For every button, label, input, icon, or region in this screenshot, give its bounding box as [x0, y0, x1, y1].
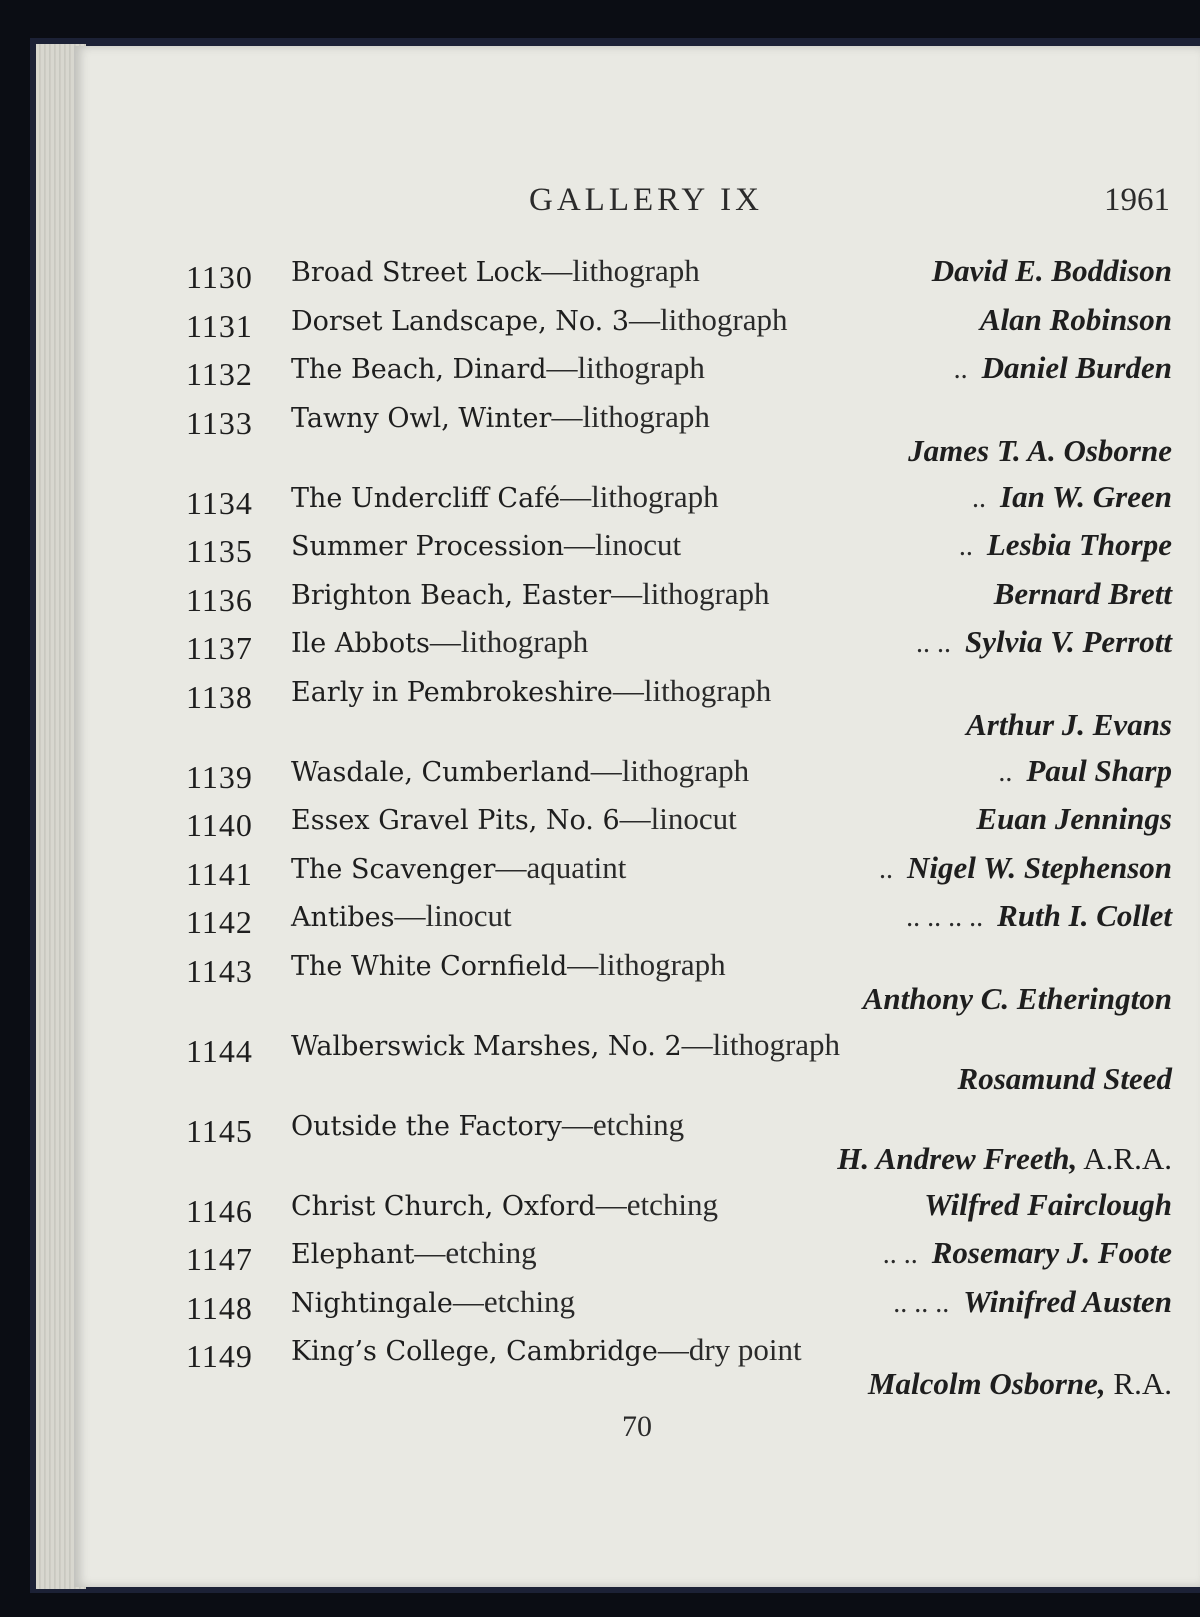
entry-artist: Rosamund Steed [957, 1060, 1172, 1096]
entry-number: 1138 [186, 678, 253, 715]
catalogue-entry [74, 479, 1200, 528]
entry-line [291, 302, 1172, 340]
dot-leaders: .. .. .. [893, 1287, 950, 1319]
entry-artist-line [966, 707, 1172, 743]
entry-medium: —dry point [657, 1332, 802, 1367]
entry-artist: David E. Boddison [931, 253, 1172, 288]
entry-medium: —lithograph [612, 672, 772, 708]
entry-title: Dorset Landscape, No. 3 [291, 305, 630, 337]
entry-medium: —lithograph [560, 478, 719, 514]
catalogue-entry [74, 576, 1200, 625]
entry-line [291, 1187, 1172, 1225]
entry-number: 1149 [186, 1338, 253, 1374]
entry-number: 1147 [186, 1241, 253, 1277]
entry-artist-line [837, 1141, 1172, 1177]
entry-artist: Ruth I. Collet [997, 898, 1172, 933]
entry-number: 1132 [186, 356, 253, 392]
entry-artist: Anthony C. Etherington [862, 980, 1172, 1016]
entry-number: 1142 [186, 904, 253, 940]
entry-medium: —linocut [563, 527, 682, 562]
dot-leaders: .. [958, 531, 973, 562]
entry-medium: —lithograph [541, 253, 700, 288]
entry-medium: —etching [414, 1235, 537, 1270]
entry-line [291, 673, 1172, 711]
entry-medium: —lithograph [546, 350, 705, 385]
entry-artist-line [863, 981, 1172, 1017]
dot-leaders: .. [972, 482, 987, 514]
entry-line [291, 947, 1172, 985]
entry-artist-line [868, 1366, 1172, 1402]
catalogue-entry [74, 1187, 1200, 1236]
entry-number: 1148 [186, 1289, 253, 1326]
entry-line [291, 624, 1172, 662]
entry-line [291, 1107, 1172, 1145]
catalogue-entry [74, 1235, 1200, 1284]
entry-medium: —etching [452, 1283, 576, 1319]
dot-leaders: .. [998, 756, 1013, 788]
year: 1961 [1104, 182, 1170, 218]
entry-medium: —lithograph [611, 575, 770, 611]
dot-leaders: .. .. [882, 1239, 918, 1270]
entry-artist: James T. A. Osborne [908, 432, 1172, 468]
catalogue-entry [74, 302, 1200, 351]
entry-number: 1137 [186, 630, 253, 666]
entry-artist: Wilfred Fairclough [924, 1186, 1172, 1222]
entry-title: The Undercliff Café [291, 482, 561, 514]
entry-title: Wasdale, Cumberland [291, 756, 591, 788]
dot-leaders: .. .. .. .. [906, 902, 984, 933]
entry-title: Elephant [291, 1239, 415, 1270]
entry-number: 1140 [186, 807, 253, 843]
dot-leaders: .. .. [916, 628, 952, 659]
entry-artist: Sylvia V. Perrott [965, 624, 1172, 659]
entry-medium: —linocut [619, 801, 737, 836]
entry-title: King’s College, Cambridge [291, 1336, 658, 1367]
catalogue-entry [74, 253, 1200, 302]
entry-artist: Lesbia Thorpe [986, 527, 1172, 562]
catalogue-list [74, 253, 1200, 1412]
entry-number: 1135 [186, 533, 253, 569]
entry-artist: Euan Jennings [976, 801, 1172, 836]
entry-line [291, 399, 1172, 437]
entry-title: Essex Gravel Pits, No. 6 [291, 805, 620, 836]
entry-artist: H. Andrew Freeth, [837, 1140, 1078, 1176]
entry-artist: Arthur J. Evans [966, 706, 1172, 742]
entry-medium: —lithograph [567, 946, 726, 982]
catalogue-entry [74, 947, 1200, 1027]
entry-title: Early in Pembrokeshire [291, 676, 613, 708]
entry-line [291, 1332, 1172, 1370]
entry-artist-line [908, 433, 1172, 469]
entry-artist-honours: R.A. [1105, 1366, 1172, 1401]
entry-artist: Ian W. Green [1000, 478, 1172, 514]
entry-number: 1144 [186, 1032, 253, 1069]
entry-artist: Winifred Austen [963, 1283, 1172, 1319]
catalogue-entry [74, 399, 1200, 479]
entry-artist: Paul Sharp [1026, 752, 1172, 788]
entry-number: 1145 [186, 1112, 253, 1149]
entry-medium: —lithograph [629, 301, 788, 337]
catalogue-entry [74, 1107, 1200, 1187]
entry-number: 1130 [186, 259, 253, 295]
entry-medium: —lithograph [551, 398, 710, 434]
catalogue-entry [74, 527, 1200, 576]
entry-number: 1141 [186, 855, 253, 892]
entry-artist: Alan Robinson [979, 301, 1172, 337]
entry-number: 1143 [186, 952, 253, 989]
catalogue-entry [74, 898, 1200, 947]
entry-artist: Rosemary J. Foote [931, 1235, 1172, 1270]
entry-title: Tawny Owl, Winter [291, 402, 552, 434]
entry-artist: Malcolm Osborne, [867, 1366, 1106, 1401]
entry-artist: Daniel Burden [981, 350, 1172, 385]
entry-line [291, 479, 1172, 517]
dot-leaders: .. [953, 354, 968, 385]
entry-title: Nightingale [291, 1287, 453, 1319]
entry-line [291, 898, 1172, 936]
catalogue-entry [74, 801, 1200, 850]
entry-title: Walberswick Marshes, No. 2 [291, 1030, 682, 1062]
entry-title: Outside the Factory [291, 1110, 562, 1142]
entry-line [291, 527, 1172, 565]
entry-title: The Beach, Dinard [291, 354, 547, 385]
entry-number: 1139 [186, 758, 253, 795]
entry-line [291, 576, 1172, 614]
entry-line [291, 350, 1172, 388]
entry-number: 1136 [186, 581, 253, 618]
entry-number: 1146 [186, 1192, 253, 1229]
running-header [74, 182, 1200, 222]
entry-title: Broad Street Lock [291, 257, 542, 288]
entry-medium: —etching [595, 1186, 718, 1222]
entry-line [291, 753, 1172, 791]
entry-title: Christ Church, Oxford [291, 1190, 596, 1222]
catalogue-entry [74, 350, 1200, 399]
entry-line [291, 1235, 1172, 1273]
catalogue-entry [74, 850, 1200, 899]
page-number: 70 [622, 1410, 652, 1443]
catalogue-entry [74, 753, 1200, 802]
catalogue-entry [74, 1027, 1200, 1107]
entry-artist: Bernard Brett [993, 575, 1172, 611]
entry-line [291, 1027, 1172, 1065]
entry-medium: —lithograph [429, 624, 589, 659]
catalogue-entry [74, 673, 1200, 753]
entry-number: 1131 [186, 307, 253, 344]
entry-medium: —linocut [394, 898, 512, 933]
entry-title: Brighton Beach, Easter [291, 579, 612, 611]
catalogue-page [74, 46, 1200, 1587]
catalogue-entry [74, 624, 1200, 673]
entry-number: 1134 [186, 484, 253, 521]
entry-line [291, 850, 1172, 888]
entry-title: Summer Procession [291, 531, 564, 562]
entry-medium: —lithograph [681, 1026, 841, 1062]
entry-artist-honours: A.R.A. [1077, 1140, 1172, 1176]
catalogue-entry [74, 1332, 1200, 1412]
entry-artist-line [958, 1061, 1172, 1097]
catalogue-entry [74, 1284, 1200, 1333]
entry-title: Antibes [291, 902, 395, 933]
entry-title: The White Cornfield [291, 950, 568, 982]
entry-medium: —lithograph [590, 752, 750, 788]
entry-title: The Scavenger [291, 853, 496, 885]
entry-title: Ile Abbots [291, 628, 430, 659]
entry-number: 1133 [186, 404, 253, 441]
entry-medium: —aquatint [495, 849, 627, 885]
entry-line [291, 801, 1172, 839]
dot-leaders: .. [879, 853, 894, 885]
entry-line [291, 253, 1172, 291]
entry-artist: Nigel W. Stephenson [907, 849, 1172, 885]
entry-medium: —etching [561, 1106, 685, 1142]
entry-line [291, 1284, 1172, 1322]
gallery-title: GALLERY IX [529, 182, 764, 218]
